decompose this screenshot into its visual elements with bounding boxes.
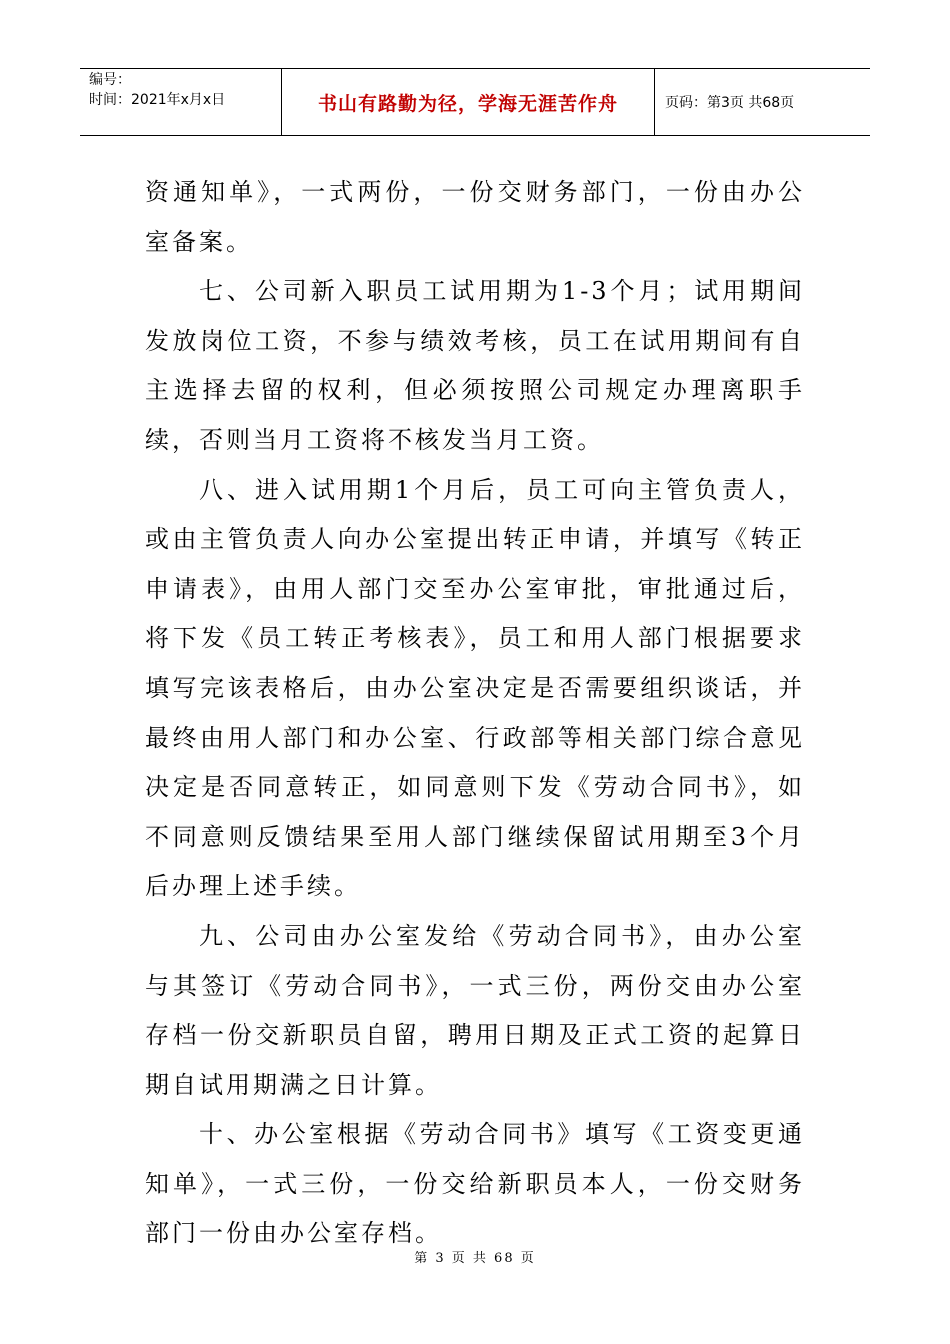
document-body: [145, 168, 805, 1259]
paragraph-clause-9: 九、公司由办公室发给《劳动合同书》，由办公室与其签订《劳动合同书》，一式三份，两份交由办公室存档一份交新职员自留，聘用日期及正式工资的起算日期自试用期满之日计算。: [145, 921, 805, 1099]
paragraph-continuation: 资通知单》，一式两份，一份交财务部门，一份由办公室备案。: [145, 178, 805, 256]
page-header: [80, 68, 870, 136]
header-meta-cell: [80, 69, 282, 135]
paragraph-clause-10: 十、办公室根据《劳动合同书》填写《工资变更通知单》，一式三份，一份交给新职员本人，一份交财务部门一份由办公室存档。: [145, 1120, 805, 1248]
header-page-info: 页码：第3页 共68页: [665, 95, 795, 111]
paragraph-clause-7: 七、公司新入职员工试用期为1-3个月；试用期间发放岗位工资，不参与绩效考核，员工在试用期间有自主选择去留的权利，但必须按照公司规定办理离职手续，否则当月工资将不核发当月工资。: [145, 277, 805, 454]
paragraph-clause-8: 八、进入试用期1个月后，员工可向主管负责人，或由主管负责人向办公室提出转正申请，并填写《转正申请表》，由用人部门交至办公室审批，审批通过后，将下发《员工转正考核表》，员工和用人部门根据要求填写完该表格后，由办公室决定是否需要组织谈话，并最终由用人部门和办公室、行政部等相关部门综合意见决定是否同意转正，如同意则下发《劳动合同书》，如不同意则反馈结果至用人部门继续保留试用期至3个月后办理上述手续。: [145, 475, 805, 901]
document-time-label: 时间：2021年x月x日: [89, 92, 226, 108]
header-motto: 书山有路勤为径，学海无涯苦作舟: [282, 69, 655, 135]
document-code-label: 编号：: [89, 72, 131, 88]
page-footer: 第 3 页 共 68 页: [414, 1251, 536, 1266]
